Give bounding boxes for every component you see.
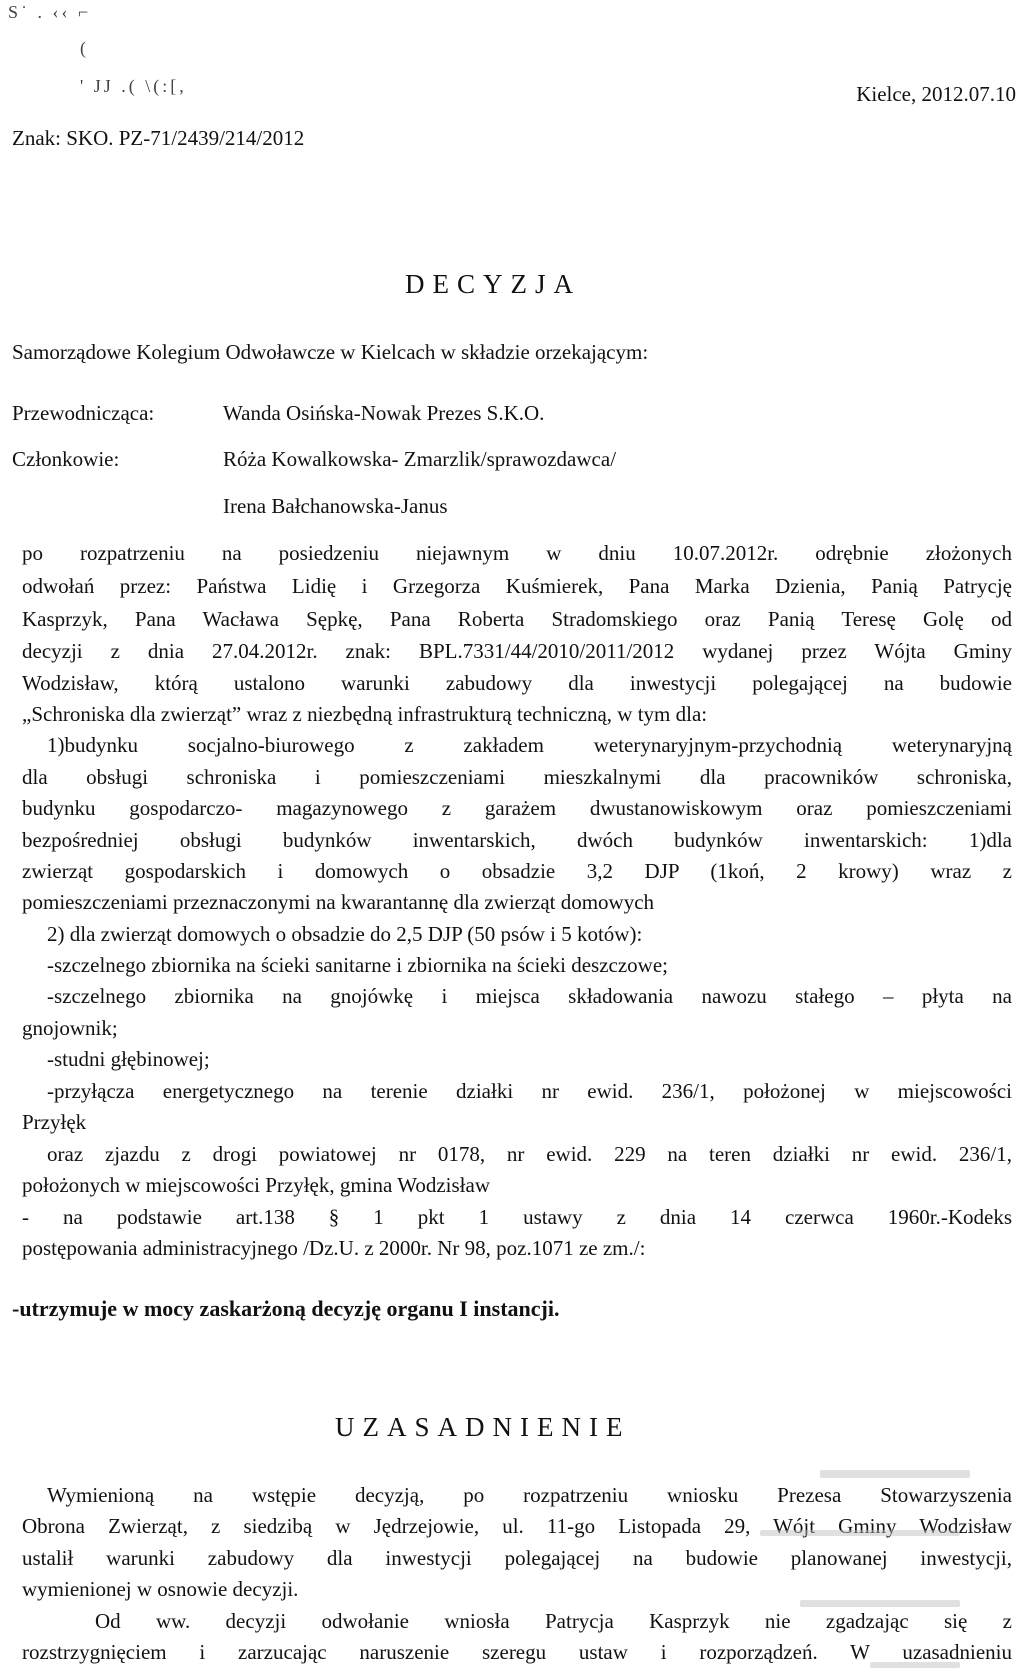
justification-line: wymienionej w osnowie decyzji. [22, 1577, 299, 1601]
body-line: „Schroniska dla zwierząt” wraz z niezbędną infrastrukturą techniczną, w tym dla: [22, 702, 708, 726]
body-line: Wodzisław, którą ustalono warunki zabudowy dla inwestycji polegającej na budowie [22, 671, 1012, 695]
reference-number: Znak: SKO. PZ-71/2439/214/2012 [12, 126, 305, 150]
body-line: -szczelnego zbiornika na gnojówkę i miejsca składowania nawozu stałego – płyta na [47, 984, 1012, 1008]
scan-artifact-top: S˙ . ‹‹ ⌐ [8, 2, 92, 22]
justification-line: Od ww. decyzji odwołanie wniosła Patrycja Kasprzyk nie zgadzając się z [95, 1609, 1012, 1633]
scan-artifact-mid: ( [80, 38, 89, 58]
intro-line: Samorządowe Kolegium Odwoławcze w Kielcach w składzie orzekającym: [12, 340, 649, 364]
body-line: - na podstawie art.138 § 1 pkt 1 ustawy z dnia 14 czerwca 1960r.-Kodeks [22, 1205, 1012, 1229]
scan-artifact-stamp: ' JJ .( \(:[, [80, 76, 187, 96]
justification-line: ustalił warunki zabudowy dla inwestycji polegającej na budowie planowanej inwestycji, [22, 1546, 1012, 1570]
body-line: po rozpatrzeniu na posiedzeniu niejawnym w dniu 10.07.2012r. odrębnie złożonych [22, 541, 1012, 565]
body-line: 2) dla zwierząt domowych o obsadzie do 2,5 DJP (50 psów i 5 kotów): [47, 922, 643, 946]
body-line: decyzji z dnia 27.04.2012r. znak: BPL.7331/44/2010/2011/2012 wydanej przez Wójta Gminy [22, 639, 1012, 663]
body-line: dla obsługi schroniska i pomieszczeniami mieszkalnymi dla pracowników schroniska, [22, 765, 1012, 789]
scan-smudge [760, 1530, 960, 1536]
body-line: gnojownik; [22, 1016, 118, 1040]
body-line: zwierząt gospodarskich i domowych o obsadzie 3,2 DJP (1koń, 2 krowy) wraz z [22, 859, 1012, 883]
chair-label: Przewodnicząca: [12, 401, 155, 425]
chair-name: Wanda Osińska-Nowak Prezes S.K.O. [223, 401, 545, 425]
place-date: Kielce, 2012.07.10 [856, 82, 1016, 106]
justification-line: rozstrzygnięciem i zarzucając naruszenie szeregu ustaw i rozporządzeń. W uzasadnieniu [22, 1640, 1012, 1664]
member-2: Irena Bałchanowska-Janus [223, 494, 448, 518]
body-line: Kasprzyk, Pana Wacława Sępkę, Pana Roberta Stradomskiego oraz Panią Teresę Golę od [22, 607, 1012, 631]
body-line: pomieszczeniami przeznaczonymi na kwarantannę dla zwierząt domowych [22, 890, 655, 914]
verdict: -utrzymuje w mocy zaskarżoną decyzję organu I instancji. [12, 1296, 560, 1321]
justification-line: Obrona Zwierząt, z siedzibą w Jędrzejowie, ul. 11-go Listopada 29, Wójt Gminy Wodzisław [22, 1514, 1012, 1538]
body-line: bezpośredniej obsługi budynków inwentarskich, dwóch budynków inwentarskich: 1)dla [22, 828, 1012, 852]
body-line: postępowania administracyjnego /Dz.U. z 2000r. Nr 98, poz.1071 ze zm./: [22, 1236, 646, 1260]
body-line: -studni głębinowej; [47, 1047, 210, 1071]
member-1: Róża Kowalkowska- Zmarzlik/sprawozdawca/ [223, 447, 617, 471]
scan-smudge [820, 1470, 970, 1478]
body-line: 1)budynku socjalno-biurowego z zakładem weterynaryjnym-przychodnią weterynaryjną [47, 733, 1012, 757]
body-line: położonych w miejscowości Przyłęk, gmina Wodzisław [22, 1173, 490, 1197]
members-label: Członkowie: [12, 447, 120, 471]
justification-line: Wymienioną na wstępie decyzją, po rozpatrzeniu wniosku Prezesa Stowarzyszenia [47, 1483, 1012, 1507]
document-title: DECYZJA [405, 269, 581, 299]
justification-title: UZASADNIENIE [335, 1412, 631, 1442]
body-line: -szczelnego zbiornika na ścieki sanitarne i zbiornika na ścieki deszczowe; [47, 953, 668, 977]
body-line: oraz zjazdu z drogi powiatowej nr 0178, nr ewid. 229 na teren działki nr ewid. 236/1, [47, 1142, 1012, 1166]
body-line: -przyłącza energetycznego na terenie działki nr ewid. 236/1, położonej w miejscowości [47, 1079, 1012, 1103]
body-line: odwołań przez: Państwa Lidię i Grzegorza Kuśmierek, Pana Marka Dzienia, Panią Patrycję [22, 574, 1012, 598]
body-line: budynku gospodarczo- magazynowego z garażem dwustanowiskowym oraz pomieszczeniami [22, 796, 1012, 820]
scan-smudge [870, 1662, 960, 1668]
scan-smudge [800, 1600, 960, 1607]
body-line: Przyłęk [22, 1110, 87, 1134]
